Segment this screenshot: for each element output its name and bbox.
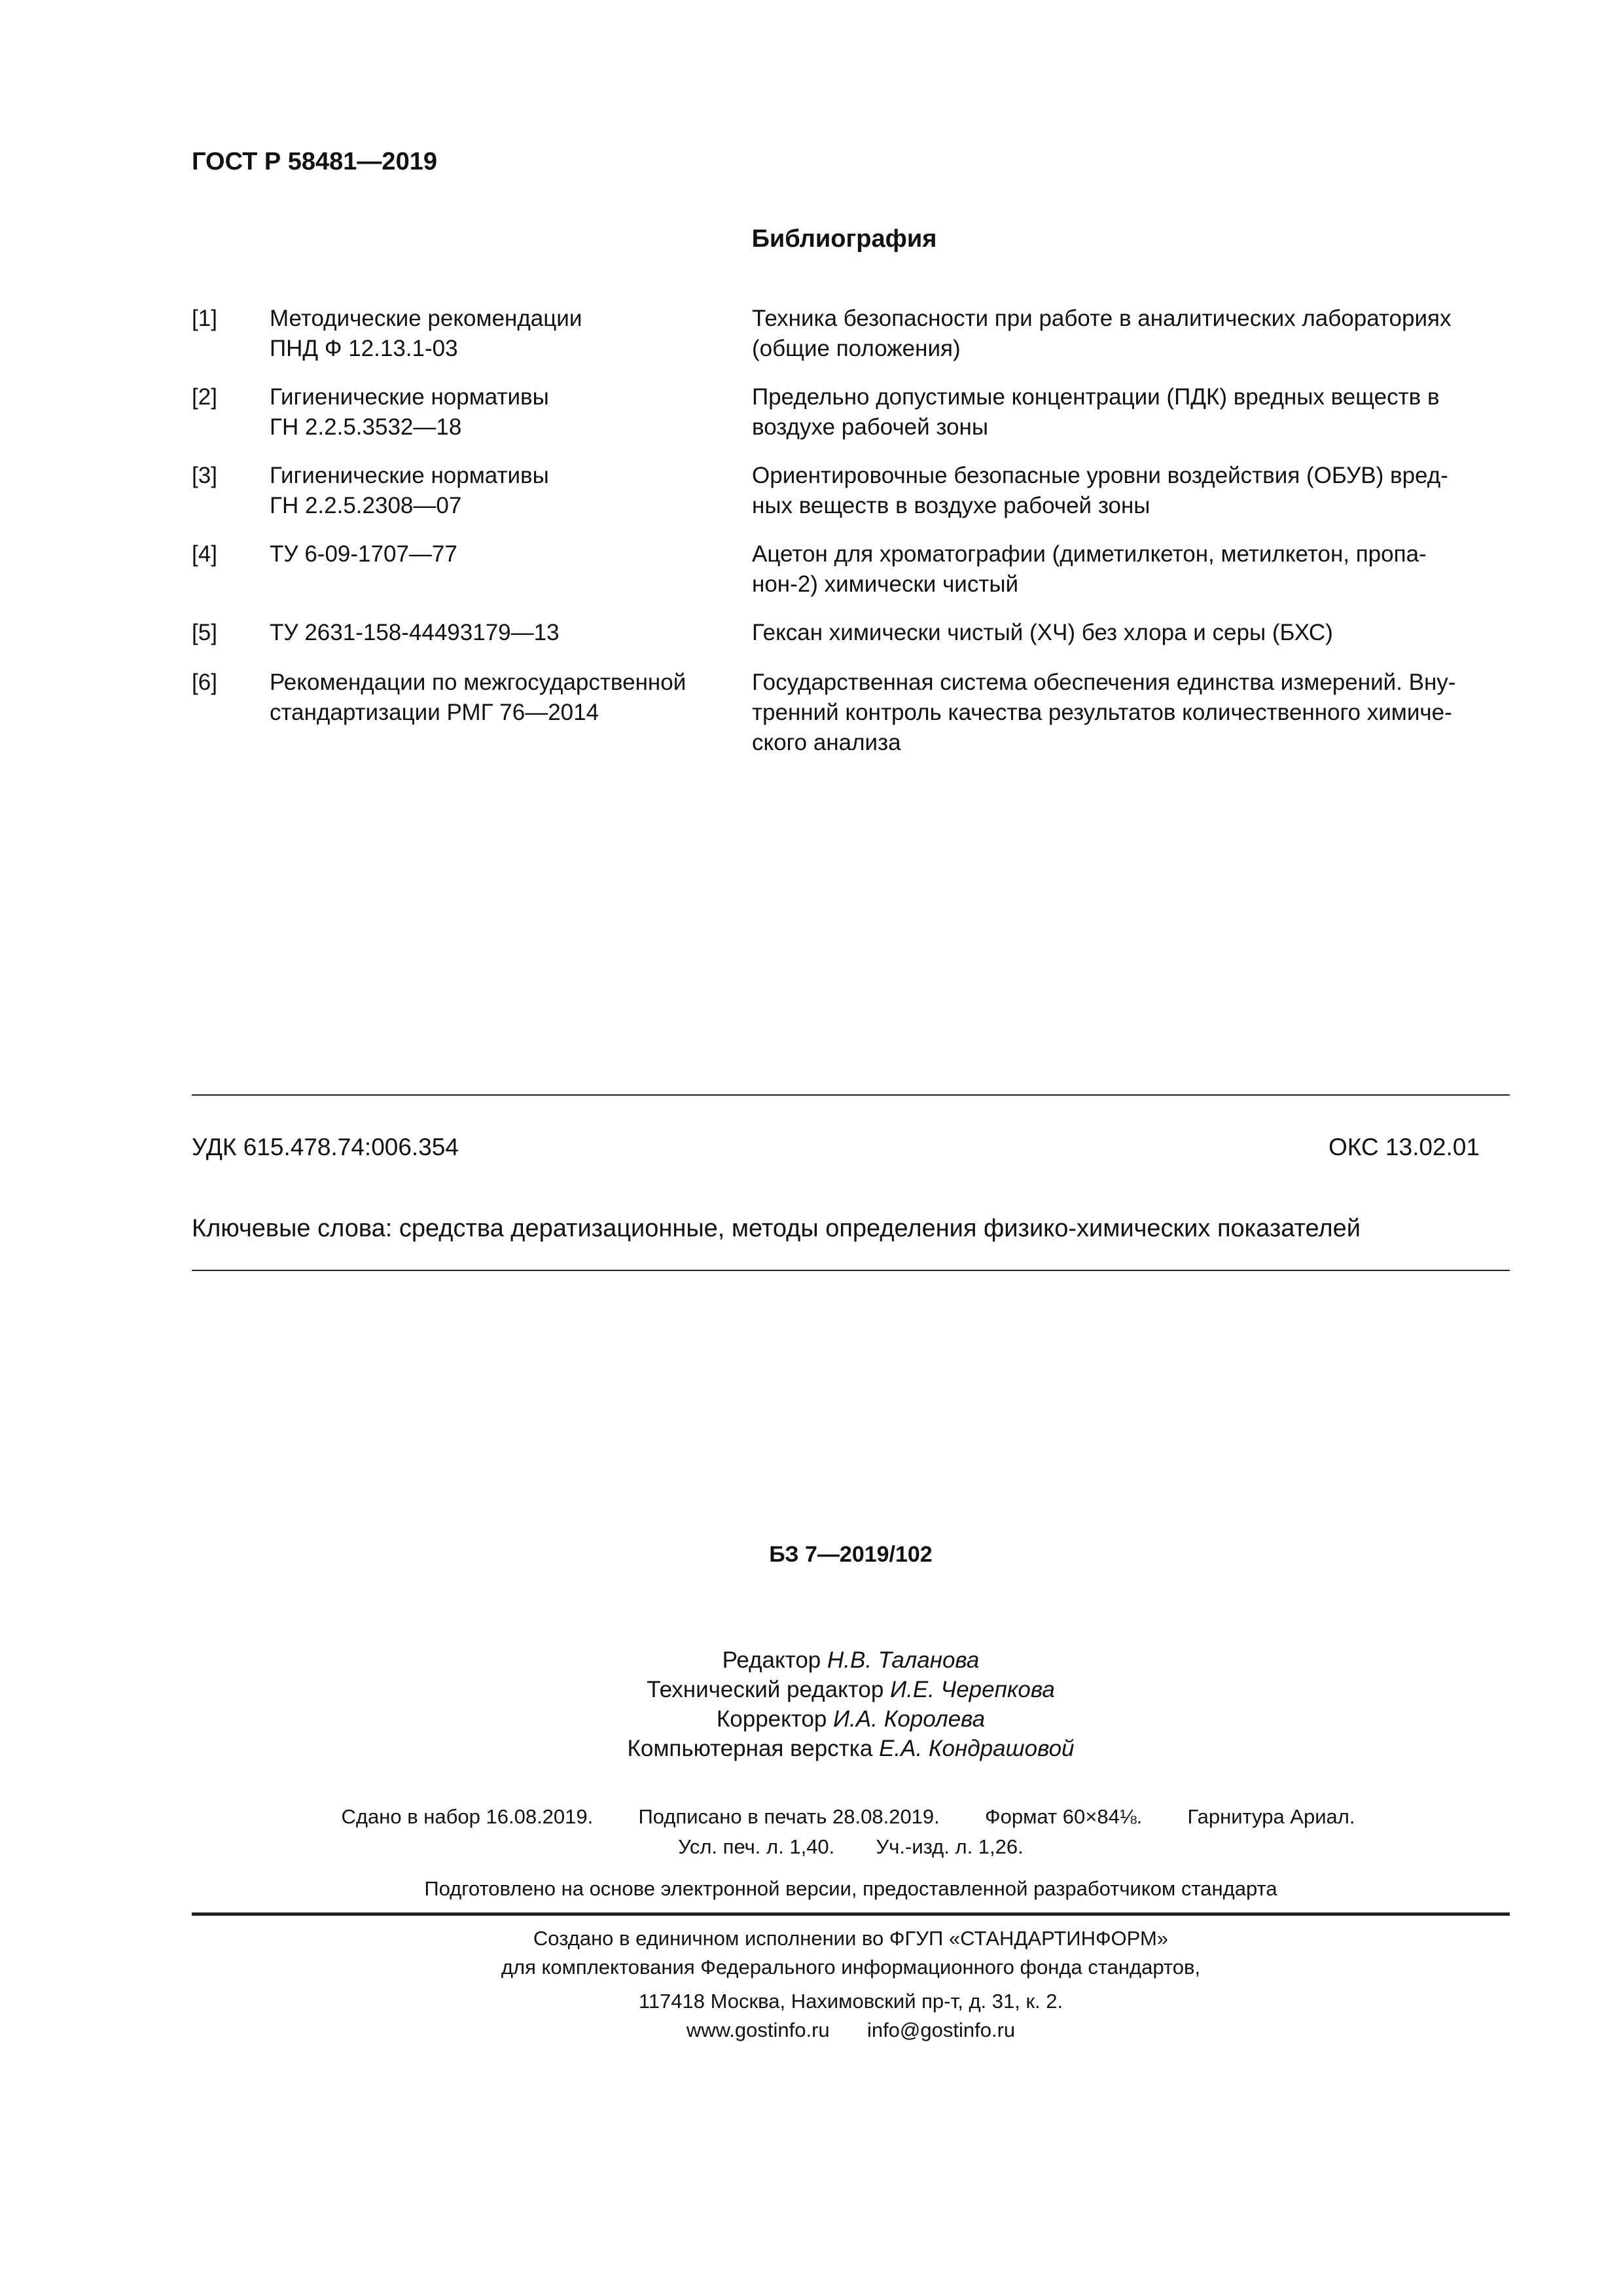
document-number: ГОСТ Р 58481—2019 — [192, 148, 437, 175]
bibliography-item-source: ТУ 2631-158-44493179—13 — [270, 620, 560, 645]
bibliography-item-description: Ацетон для хроматографии (диметилкетон, метилкетон, пропа- нон-2) химически чистый — [752, 541, 1427, 597]
footer-divider-line — [192, 1912, 1510, 1916]
divider-line — [192, 1270, 1510, 1271]
publication-sheets: Усл. печ. л. 1,40. Уч.-изд. л. 1,26. — [678, 1835, 1024, 1858]
credit-editor: Редактор Н.В. Таланова — [722, 1647, 980, 1673]
bibliography-item-description: Ориентировочные безопасные уровни воздействия (ОБУВ) вред- ных веществ в воздухе рабочей зоны — [752, 463, 1448, 518]
bibliography-title: Библиография — [751, 225, 937, 253]
bibliography-item-description: Гексан химически чистый (ХЧ) без хлора и серы (БХС) — [752, 620, 1333, 645]
created-line-1: Создано в единичном исполнении во ФГУП «СТАНДАРТИНФОРМ» — [533, 1927, 1169, 1950]
udk-code: УДК 615.478.74:006.354 — [192, 1134, 459, 1160]
website-link[interactable]: www.gostinfo.ru — [686, 2018, 830, 2041]
address: 117418 Москва, Нахимовский пр-т, д. 31, к. 2. — [638, 1990, 1063, 2013]
created-line-2: для комплектования Федерального информационного фонда стандартов, — [501, 1956, 1201, 1979]
oks-code: ОКС 13.02.01 — [1329, 1134, 1480, 1160]
bibliography-item-source: Рекомендации по межгосударственной стандартизации РМГ 76—2014 — [270, 670, 687, 725]
bibliography-item-number: [4] — [192, 541, 217, 567]
bibliography-item-number: [1] — [192, 306, 217, 331]
bibliography-item-source: Гигиенические нормативы ГН 2.2.5.3532—18 — [270, 384, 549, 440]
bibliography-item-description: Государственная система обеспечения единства измерений. Вну- тренний контроль качества результатов количественного химиче- ского анализа — [752, 670, 1456, 755]
bibliography-item-source: Гигиенические нормативы ГН 2.2.5.2308—07 — [270, 463, 549, 518]
bibliography-item-description: Техника безопасности при работе в аналитических лабораториях (общие положения) — [752, 306, 1452, 361]
email-link[interactable]: info@gostinfo.ru — [866, 2018, 1016, 2041]
credit-technical-editor: Технический редактор И.Е. Черепкова — [647, 1677, 1055, 1702]
bibliography-item-description: Предельно допустимые концентрации (ПДК) вредных веществ в воздухе рабочей зоны — [752, 384, 1440, 440]
credit-layout: Компьютерная верстка Е.А. Кондрашовой — [627, 1736, 1075, 1761]
bibliography-item-number: [5] — [192, 620, 217, 645]
bibliography-item-number: [2] — [192, 384, 217, 410]
publication-dates: Сдано в набор 16.08.2019. Подписано в печать 28.08.2019. Формат 60×84⅛. Гарнитура Ариал. — [341, 1805, 1355, 1828]
bibliography-item-number: [6] — [192, 670, 217, 695]
keywords: Ключевые слова: средства дератизационные, методы определения физико-химических показателей — [192, 1215, 1361, 1242]
bibliography-item-source: ТУ 6-09-1707—77 — [270, 541, 457, 567]
credit-proofreader: Корректор И.А. Королева — [716, 1706, 986, 1732]
prepared-note: Подготовлено на основе электронной версии, предоставленной разработчиком стандарта — [424, 1877, 1277, 1900]
bibliography-item-number: [3] — [192, 463, 217, 488]
bibliography-item-source: Методические рекомендации ПНД Ф 12.13.1-03 — [270, 306, 582, 361]
bz-number: БЗ 7—2019/102 — [769, 1542, 933, 1567]
divider-line — [192, 1094, 1510, 1096]
contacts — [0, 2018, 1623, 2042]
